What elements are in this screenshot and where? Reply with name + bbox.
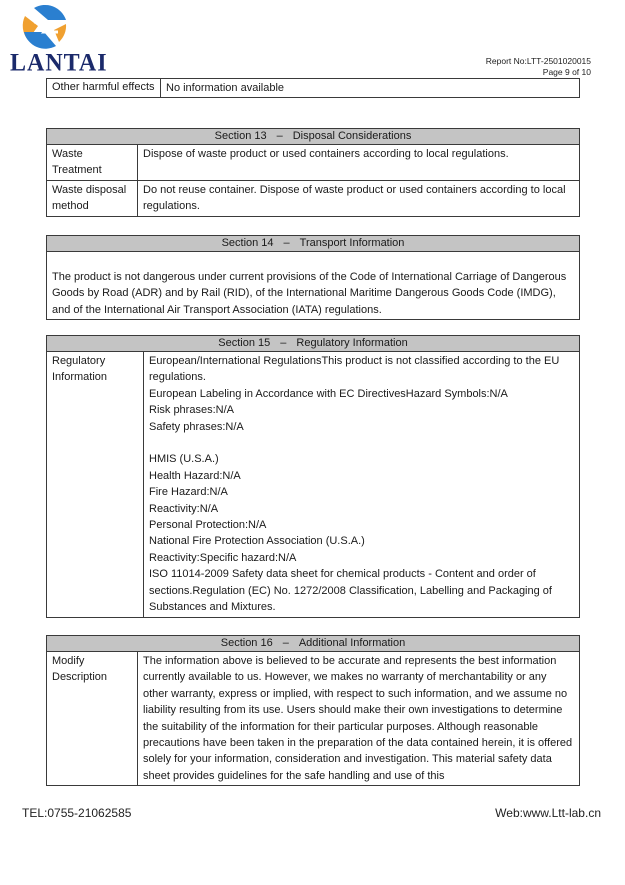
table-row [47,79,580,98]
section-number: Section 16 [220,637,273,649]
reg-line: Personal Protection:N/A [149,519,267,532]
table-row [47,180,580,216]
company-logo [4,2,108,77]
section-dash: – [282,637,289,649]
section-header [47,336,580,352]
page-number: Page 9 of 10 [542,67,591,77]
section-13-table [46,128,580,217]
logo-text: LANTAI [10,49,108,77]
reg-line: Health Hazard:N/A [149,469,241,482]
reg-line: Reactivity:N/A [149,502,219,515]
reg-line: European/International RegulationsThis product is not classified according to the EU regulations. [149,355,560,384]
report-number: Report No:LTT-2501020015 [485,56,591,66]
reg-line: ISO 11014-2009 Safety data sheet for chemical products - Content and order of sections.Regulation (EC) No. 1272/2008 Classification, Labelling and Packaging of Substances and Mixtures. [149,568,552,614]
section-header [47,236,580,252]
reg-line: European Labeling in Accordance with EC DirectivesHazard Symbols:N/A [149,387,508,400]
table-row [47,145,580,181]
row-label: Modify Description [47,652,138,786]
section-body: The product is not dangerous under current provisions of the Code of International Carriage of Dangerous Goods by Road (ADR) and by Rail (RID), of the International Maritime Dangerous Goods Code (IMDG), and of the International Air Transport Association (IATA) regulations. [47,252,580,320]
footer-website: Web:www.Ltt-lab.cn [495,806,601,820]
row-value: Dispose of waste product or used containers according to local regulations. [138,145,580,181]
reg-line: HMIS (U.S.A.) [149,453,219,466]
section-title: Disposal Considerations [292,130,412,142]
section-dash: – [280,337,287,349]
reg-line: National Fire Protection Association (U.S.A.) [149,535,365,548]
row-value: No information available [161,79,580,98]
row-value: Do not reuse container. Dispose of waste product or used containers according to local regulations. [138,180,580,216]
row-label: Regulatory Information [47,352,144,618]
reg-line: Fire Hazard:N/A [149,486,228,499]
row-label: Other harmful effects [47,79,161,98]
section-title: Additional Information [298,637,406,649]
row-value: The information above is believed to be accurate and represents the best information currently available to us. However, we makes no warranty of merchantability or any other warranty, express or implied, with respect to such information, and we assume no liability resulting from its use. Users should make their own investigations to determine the suitability of the information for their particular purposes. Although reasonable precautions have been taken in the preparation of the data contained herein, it is offered solely for your information, consideration and investigation. This material safety data sheet provides guidelines for the safe handling and use of this [138,652,580,786]
row-label: Waste disposal method [47,180,138,216]
section-number: Section 13 [214,130,267,142]
reg-line: Risk phrases:N/A [149,404,234,417]
section-title: Transport Information [299,237,405,249]
lantai-logo-icon [4,2,86,52]
reg-line-blank [149,435,574,451]
section-header [47,129,580,145]
other-harmful-effects-table [46,78,580,98]
section-title: Regulatory Information [296,337,408,349]
section-14-table [46,235,580,320]
row-value [144,352,580,618]
section-dash: – [276,130,283,142]
row-label: Waste Treatment [47,145,138,181]
section-number: Section 15 [218,337,271,349]
table-row [47,652,580,786]
section-header [47,636,580,652]
section-16-table [46,635,580,786]
reg-line: Safety phrases:N/A [149,420,244,433]
section-15-table [46,335,580,618]
section-number: Section 14 [221,237,274,249]
report-meta [486,56,591,78]
table-row [47,352,580,618]
section-dash: – [283,237,290,249]
reg-line: Reactivity:Specific hazard:N/A [149,551,297,564]
footer-telephone: TEL:0755-21062585 [22,806,132,820]
